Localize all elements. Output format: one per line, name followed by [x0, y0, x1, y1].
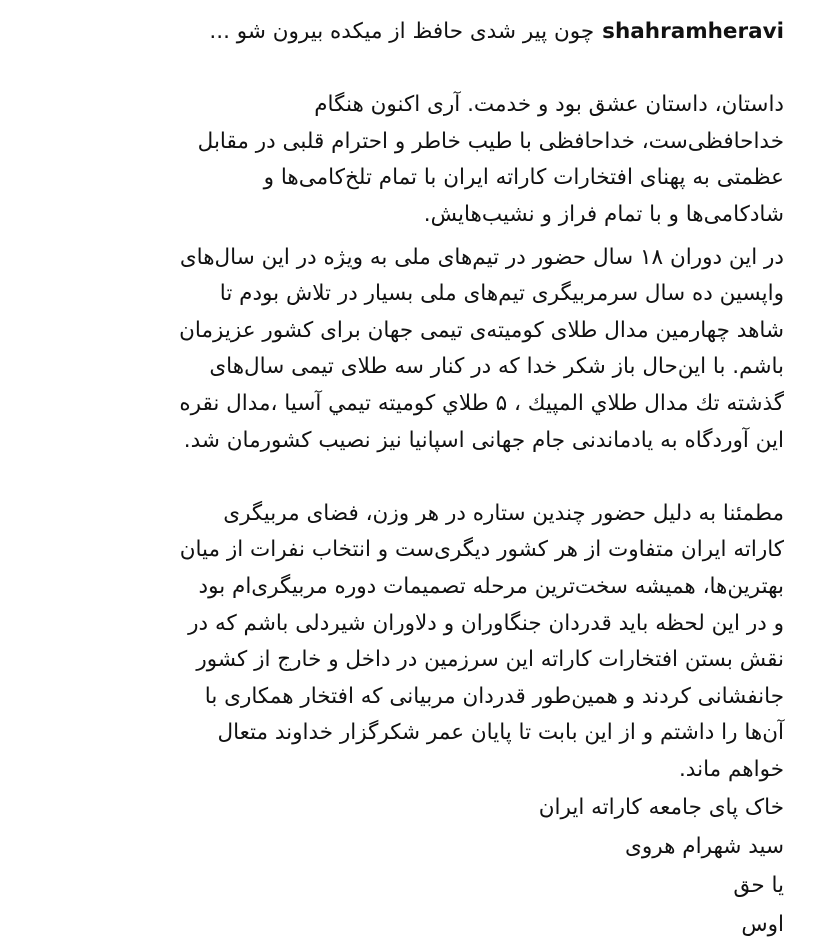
paragraph-line: مطمئنا به دلیل حضور چندین ستاره در هر وزن، فضای مربیگری [223, 500, 784, 526]
paragraph-line: بهترین‌ها، همیشه سخت‌ترین مرحله تصمیمات دوره مربیگری‌ام بود [198, 573, 784, 599]
username-link[interactable]: shahramheravi [602, 19, 784, 44]
spacer [30, 51, 784, 88]
signature-name: سید شهرام هروی [625, 834, 784, 860]
signature-line: یا حق [733, 873, 784, 899]
caption-title: چون پیر شدی حافظ از میکده بیرون شو ... [209, 19, 595, 44]
paragraph-line: نقش بستن افتخارات کاراته این سرزمین در داخل و خارج از کشور [196, 647, 784, 673]
paragraph-line: این آوردگاه به یادماندنی جام جهانی اسپانیا نیز نصیب کشورمان شد. [183, 427, 784, 453]
paragraph-line: گذشته تك مدال طلاي المپيك ، ۵ طلاي كوميته تيمي آسيا ،مدال نقره [179, 390, 784, 416]
signature-block [30, 788, 784, 944]
paragraph-line: داستان، داستان عشق بود و خدمت. آری اکنون هنگام [314, 92, 784, 118]
paragraph-farewell [30, 87, 784, 233]
paragraph-line: کاراته ایران متفاوت از هر کشور دیگری‌ست و انتخاب نفرات از میان [179, 537, 784, 563]
paragraph-line: جانفشانی کردند و همین‌طور قدردان مربیانی که افتخار همکاری با [204, 683, 784, 709]
paragraph-line: باشم. با این‌حال باز شکر خدا که در کنار سه طلای تیمی سال‌های [209, 354, 784, 380]
paragraph-line: شادکامی‌ها و با تمام فراز و نشیب‌هایش. [423, 201, 784, 227]
paragraph-line: آن‌ها را داشتم و از این بابت تا پایان عمر شکرگزار خداوند متعال [217, 720, 784, 746]
spacer [30, 459, 784, 496]
paragraph-line: واپسین ده سال سرمربیگری تیم‌های ملی بسیار در تلاش بودم تا [219, 281, 784, 307]
paragraph-line: شاهد چهارمین مدال طلای کومیته‌ی تیمی جهان برای کشور عزیزمان [179, 317, 784, 343]
paragraph-line: عظمتی به پهنای افتخارات کاراته ایران با تمام تلخ‌کامی‌ها و [263, 165, 784, 191]
paragraph-line: و در این لحظه باید قدردان جنگاوران و دلاوران شیردلی باشم که در [188, 610, 784, 636]
caption-first-line [30, 14, 784, 51]
signature-line: اوس [741, 912, 784, 938]
paragraph-line: خواهم ماند. [678, 756, 784, 782]
paragraph-gratitude [30, 496, 784, 789]
paragraph-line: در این دوران ۱۸ سال حضور در تیم‌های ملی به ویژه در این سال‌های [179, 244, 784, 270]
paragraph-line: خداحافظی‌ست، خداحافظی با طیب خاطر و احترام قلبی در مقابل [197, 128, 784, 154]
paragraph-achievements [30, 240, 784, 460]
signature-line: خاک پای جامعه کاراته ایران [538, 795, 784, 821]
